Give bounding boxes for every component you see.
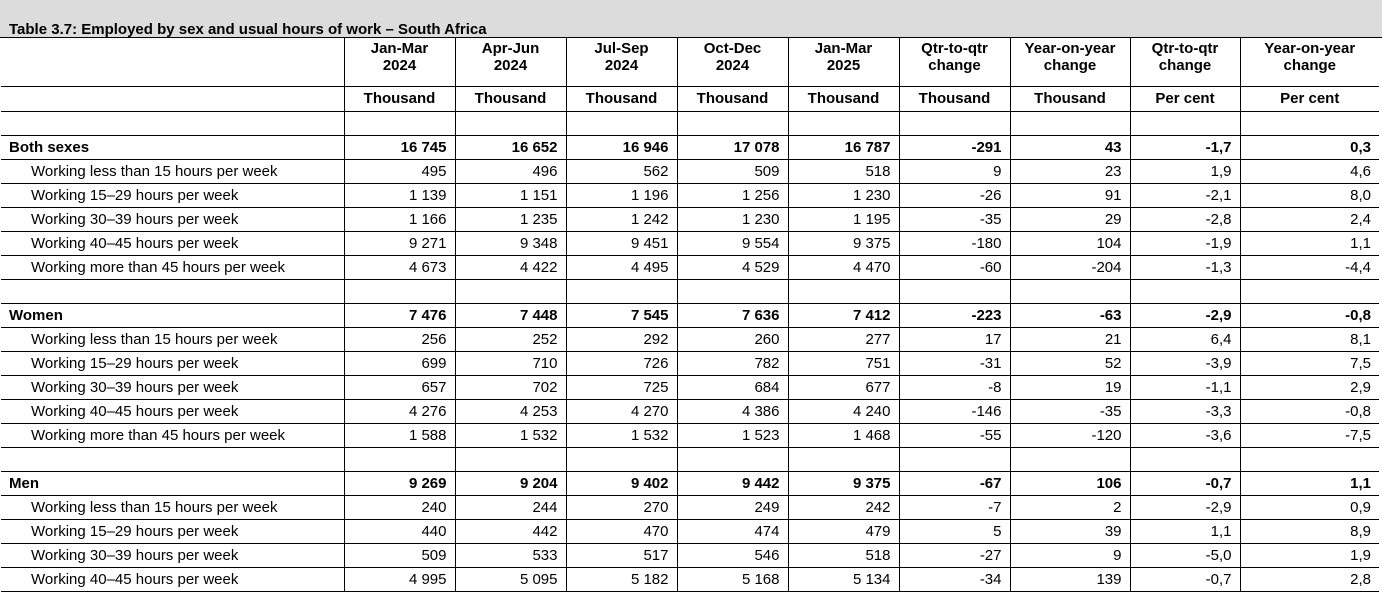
table-cell: 270 <box>566 495 677 519</box>
row-label: Working 40–45 hours per week <box>1 231 344 255</box>
header-corner <box>1 38 344 86</box>
column-header-line2: change <box>928 57 981 74</box>
table-cell: -1,3 <box>1130 255 1240 279</box>
table-cell: 16 946 <box>566 135 677 159</box>
table-cell: 5 <box>899 519 1010 543</box>
table-cell: -3,6 <box>1130 423 1240 447</box>
row-label: Working 15–29 hours per week <box>1 351 344 375</box>
spacer-cell <box>344 111 455 135</box>
table-cell: 1 151 <box>455 183 566 207</box>
table-row <box>1 567 1379 591</box>
table-cell: -8 <box>899 375 1010 399</box>
table-cell: 1 242 <box>566 207 677 231</box>
table-cell: 52 <box>1010 351 1130 375</box>
spacer-cell <box>1 111 344 135</box>
table-cell: 495 <box>344 159 455 183</box>
table-cell: 7 476 <box>344 303 455 327</box>
table-cell: 7 412 <box>788 303 899 327</box>
spacer-cell <box>455 111 566 135</box>
table-cell: -63 <box>1010 303 1130 327</box>
table-cell: 1 532 <box>455 423 566 447</box>
table-cell: 2,9 <box>1240 375 1379 399</box>
row-label: Working more than 45 hours per week <box>1 423 344 447</box>
table-cell: 2 <box>1010 495 1130 519</box>
table-cell: 4 270 <box>566 399 677 423</box>
spacer-cell <box>566 279 677 303</box>
table-cell: 7 545 <box>566 303 677 327</box>
column-unit: Thousand <box>566 86 677 111</box>
column-header-line2: 2024 <box>382 57 417 74</box>
header-row-labels <box>1 38 1379 86</box>
table-cell: 8,1 <box>1240 327 1379 351</box>
table-cell: 9 271 <box>344 231 455 255</box>
table-cell: 518 <box>788 159 899 183</box>
row-label: Working less than 15 hours per week <box>1 495 344 519</box>
table-cell: 4 276 <box>344 399 455 423</box>
table-cell: 1 166 <box>344 207 455 231</box>
table-cell: 1 523 <box>677 423 788 447</box>
spacer-cell <box>566 447 677 471</box>
table-cell: -291 <box>899 135 1010 159</box>
employment-table <box>1 38 1379 592</box>
column-unit: Thousand <box>677 86 788 111</box>
table-cell: 249 <box>677 495 788 519</box>
table-cell: 16 745 <box>344 135 455 159</box>
table-cell: -1,1 <box>1130 375 1240 399</box>
row-label: Working 30–39 hours per week <box>1 207 344 231</box>
column-header <box>1010 38 1130 86</box>
column-unit: Thousand <box>344 86 455 111</box>
table-cell: 517 <box>566 543 677 567</box>
table-cell: -1,7 <box>1130 135 1240 159</box>
column-header-line2: 2025 <box>826 57 861 74</box>
table-cell: 726 <box>566 351 677 375</box>
table-cell: 1 235 <box>455 207 566 231</box>
table-cell: 6,4 <box>1130 327 1240 351</box>
table-row <box>1 543 1379 567</box>
spacer-cell <box>899 447 1010 471</box>
column-header <box>344 38 455 86</box>
spacer-cell <box>899 111 1010 135</box>
column-header-line1: Jul-Sep <box>594 40 649 57</box>
spacer-cell <box>344 279 455 303</box>
table-cell: 43 <box>1010 135 1130 159</box>
table-cell: 782 <box>677 351 788 375</box>
table-body <box>1 111 1379 591</box>
row-label: Working more than 45 hours per week <box>1 255 344 279</box>
table-cell: 479 <box>788 519 899 543</box>
spacer-cell <box>1010 279 1130 303</box>
table-row <box>1 375 1379 399</box>
spacer-cell <box>1130 279 1240 303</box>
spacer-cell <box>1010 111 1130 135</box>
table-row <box>1 159 1379 183</box>
row-label: Working less than 15 hours per week <box>1 159 344 183</box>
table-cell: 1 230 <box>788 183 899 207</box>
column-header <box>1130 38 1240 86</box>
spacer-cell <box>1010 447 1130 471</box>
table-cell: 470 <box>566 519 677 543</box>
table-row <box>1 519 1379 543</box>
column-header-line1: Jan-Mar <box>370 40 429 57</box>
table-cell: 1 468 <box>788 423 899 447</box>
column-header-line1: Year-on-year <box>1024 40 1116 57</box>
spacer-cell <box>788 279 899 303</box>
column-unit: Per cent <box>1130 86 1240 111</box>
column-header-line1: Apr-Jun <box>481 40 540 57</box>
table-cell: -3,3 <box>1130 399 1240 423</box>
table-cell: 4 673 <box>344 255 455 279</box>
table-cell: 7,5 <box>1240 351 1379 375</box>
table-cell: -35 <box>899 207 1010 231</box>
table-cell: 474 <box>677 519 788 543</box>
table-cell: 5 182 <box>566 567 677 591</box>
spacer-cell <box>1130 111 1240 135</box>
table-cell: 9 554 <box>677 231 788 255</box>
table-cell: 442 <box>455 519 566 543</box>
column-header <box>566 38 677 86</box>
table-cell: 1 139 <box>344 183 455 207</box>
table-cell: -7,5 <box>1240 423 1379 447</box>
table-cell: 240 <box>344 495 455 519</box>
table-cell: 5 095 <box>455 567 566 591</box>
table-row <box>1 255 1379 279</box>
spacer-cell <box>566 111 677 135</box>
table-cell: 242 <box>788 495 899 519</box>
table-cell: 252 <box>455 327 566 351</box>
table-cell: -180 <box>899 231 1010 255</box>
table-cell: 23 <box>1010 159 1130 183</box>
table-row <box>1 351 1379 375</box>
table-cell: 4 422 <box>455 255 566 279</box>
table-cell: 5 168 <box>677 567 788 591</box>
row-label: Working 40–45 hours per week <box>1 399 344 423</box>
table-cell: 702 <box>455 375 566 399</box>
table-cell: -3,9 <box>1130 351 1240 375</box>
table-cell: 256 <box>344 327 455 351</box>
table-cell: 9 348 <box>455 231 566 255</box>
table-cell: -4,4 <box>1240 255 1379 279</box>
column-header <box>455 38 566 86</box>
table-cell: 657 <box>344 375 455 399</box>
table-cell: 1,1 <box>1240 231 1379 255</box>
table-cell: 546 <box>677 543 788 567</box>
column-header-line1: Qtr-to-qtr <box>1151 40 1219 57</box>
spacer-cell <box>344 447 455 471</box>
table-cell: 16 652 <box>455 135 566 159</box>
table-cell: -31 <box>899 351 1010 375</box>
spacer-cell <box>1240 111 1379 135</box>
table-cell: 509 <box>677 159 788 183</box>
table-cell: -0,8 <box>1240 303 1379 327</box>
table-cell: 21 <box>1010 327 1130 351</box>
table-cell: 710 <box>455 351 566 375</box>
table-cell: 684 <box>677 375 788 399</box>
table-cell: 509 <box>344 543 455 567</box>
table-cell: -67 <box>899 471 1010 495</box>
table-cell: 39 <box>1010 519 1130 543</box>
column-header-line1: Oct-Dec <box>703 40 762 57</box>
spacer-row <box>1 447 1379 471</box>
table-cell: -27 <box>899 543 1010 567</box>
spacer-cell <box>788 111 899 135</box>
table-cell: 4 995 <box>344 567 455 591</box>
table-cell: -146 <box>899 399 1010 423</box>
table-cell: -2,9 <box>1130 495 1240 519</box>
table-cell: -7 <box>899 495 1010 519</box>
table-cell: 9 204 <box>455 471 566 495</box>
table-cell: -223 <box>899 303 1010 327</box>
row-label: Working 15–29 hours per week <box>1 183 344 207</box>
spacer-cell <box>677 279 788 303</box>
table-cell: 1 195 <box>788 207 899 231</box>
table-cell: 440 <box>344 519 455 543</box>
spacer-cell <box>1130 447 1240 471</box>
table-cell: 9 375 <box>788 471 899 495</box>
table-cell: -2,8 <box>1130 207 1240 231</box>
group-total-row <box>1 303 1379 327</box>
table-cell: 1 256 <box>677 183 788 207</box>
table-cell: 699 <box>344 351 455 375</box>
table-cell: 7 636 <box>677 303 788 327</box>
column-header-line1: Qtr-to-qtr <box>921 40 988 57</box>
table-cell: 104 <box>1010 231 1130 255</box>
table-cell: 8,0 <box>1240 183 1379 207</box>
table-cell: 2,8 <box>1240 567 1379 591</box>
spacer-cell <box>455 447 566 471</box>
table-cell: 260 <box>677 327 788 351</box>
table-cell: -1,9 <box>1130 231 1240 255</box>
table-cell: 677 <box>788 375 899 399</box>
spacer-row <box>1 279 1379 303</box>
group-total-row <box>1 135 1379 159</box>
table-cell: 4,6 <box>1240 159 1379 183</box>
table-cell: 1 230 <box>677 207 788 231</box>
row-label: Men <box>1 471 344 495</box>
row-label: Working less than 15 hours per week <box>1 327 344 351</box>
row-label: Working 30–39 hours per week <box>1 375 344 399</box>
table-cell: -55 <box>899 423 1010 447</box>
spacer-cell <box>455 279 566 303</box>
header-row-units <box>1 86 1379 111</box>
table-cell: 562 <box>566 159 677 183</box>
table-cell: 4 240 <box>788 399 899 423</box>
table-cell: 0,3 <box>1240 135 1379 159</box>
column-header <box>899 38 1010 86</box>
column-unit: Thousand <box>788 86 899 111</box>
table-cell: 9 <box>1010 543 1130 567</box>
spacer-cell <box>1 279 344 303</box>
column-header <box>1240 38 1379 86</box>
table-cell: 91 <box>1010 183 1130 207</box>
table-cell: -2,9 <box>1130 303 1240 327</box>
table-cell: 4 529 <box>677 255 788 279</box>
column-unit: Per cent <box>1240 86 1379 111</box>
column-header-line2: change <box>1283 57 1336 74</box>
table-row <box>1 495 1379 519</box>
table-cell: 533 <box>455 543 566 567</box>
row-label: Both sexes <box>1 135 344 159</box>
table-cell: 496 <box>455 159 566 183</box>
table-cell: 1,1 <box>1130 519 1240 543</box>
spacer-cell <box>1240 447 1379 471</box>
table-cell: 0,9 <box>1240 495 1379 519</box>
table-cell: 751 <box>788 351 899 375</box>
column-header-line1: Jan-Mar <box>814 40 873 57</box>
table-cell: 5 134 <box>788 567 899 591</box>
table-cell: 518 <box>788 543 899 567</box>
table-cell: 277 <box>788 327 899 351</box>
table-cell: 17 078 <box>677 135 788 159</box>
table-title: Table 3.7: Employed by sex and usual hours of work – South Africa <box>9 21 487 38</box>
table-cell: 17 <box>899 327 1010 351</box>
table-cell: -0,7 <box>1130 567 1240 591</box>
table-cell: -26 <box>899 183 1010 207</box>
table-cell: -0,8 <box>1240 399 1379 423</box>
table-cell: -0,7 <box>1130 471 1240 495</box>
table-cell: 292 <box>566 327 677 351</box>
table-cell: 8,9 <box>1240 519 1379 543</box>
table-cell: 7 448 <box>455 303 566 327</box>
table-cell: 4 470 <box>788 255 899 279</box>
column-unit: Thousand <box>455 86 566 111</box>
table-cell: 29 <box>1010 207 1130 231</box>
spacer-cell <box>677 111 788 135</box>
table-cell: -2,1 <box>1130 183 1240 207</box>
row-label: Working 30–39 hours per week <box>1 543 344 567</box>
table-cell: 9 402 <box>566 471 677 495</box>
table-cell: 4 253 <box>455 399 566 423</box>
table-cell: -60 <box>899 255 1010 279</box>
table-row <box>1 423 1379 447</box>
spacer-cell <box>1240 279 1379 303</box>
table-title-bar <box>0 0 1382 38</box>
column-header-line2: change <box>1158 57 1212 74</box>
table-cell: 4 495 <box>566 255 677 279</box>
table-cell: -35 <box>1010 399 1130 423</box>
table-cell: -120 <box>1010 423 1130 447</box>
column-header <box>788 38 899 86</box>
row-label: Working 15–29 hours per week <box>1 519 344 543</box>
spacer-cell <box>677 447 788 471</box>
table-cell: 4 386 <box>677 399 788 423</box>
table-cell: 9 269 <box>344 471 455 495</box>
table-cell: 106 <box>1010 471 1130 495</box>
table-cell: 19 <box>1010 375 1130 399</box>
table-cell: -34 <box>899 567 1010 591</box>
table-cell: 1 588 <box>344 423 455 447</box>
table-cell: 9 451 <box>566 231 677 255</box>
table-row <box>1 183 1379 207</box>
row-label: Women <box>1 303 344 327</box>
table-cell: 1,9 <box>1240 543 1379 567</box>
spacer-cell <box>788 447 899 471</box>
table-cell: 244 <box>455 495 566 519</box>
table-cell: 1 532 <box>566 423 677 447</box>
column-header-line2: 2024 <box>604 57 639 74</box>
table-cell: 139 <box>1010 567 1130 591</box>
table-cell: 16 787 <box>788 135 899 159</box>
table-cell: 725 <box>566 375 677 399</box>
table-cell: 9 442 <box>677 471 788 495</box>
table-row <box>1 207 1379 231</box>
table-row <box>1 231 1379 255</box>
column-header-line2: 2024 <box>715 57 750 74</box>
column-header-line2: 2024 <box>493 57 528 74</box>
row-label: Working 40–45 hours per week <box>1 567 344 591</box>
column-unit: Thousand <box>1010 86 1130 111</box>
table-cell: 9 375 <box>788 231 899 255</box>
spacer-cell <box>899 279 1010 303</box>
table-cell: 1,1 <box>1240 471 1379 495</box>
table-cell: 2,4 <box>1240 207 1379 231</box>
spacer-row <box>1 111 1379 135</box>
table-cell: -5,0 <box>1130 543 1240 567</box>
header-corner-unit <box>1 86 344 111</box>
column-header-line2: change <box>1043 57 1097 74</box>
table-cell: 9 <box>899 159 1010 183</box>
table-row <box>1 327 1379 351</box>
group-total-row <box>1 471 1379 495</box>
column-unit: Thousand <box>899 86 1010 111</box>
table-cell: 1,9 <box>1130 159 1240 183</box>
spacer-cell <box>1 447 344 471</box>
column-header-line1: Year-on-year <box>1264 40 1356 57</box>
table-cell: 1 196 <box>566 183 677 207</box>
table-row <box>1 399 1379 423</box>
column-header <box>677 38 788 86</box>
table-cell: -204 <box>1010 255 1130 279</box>
